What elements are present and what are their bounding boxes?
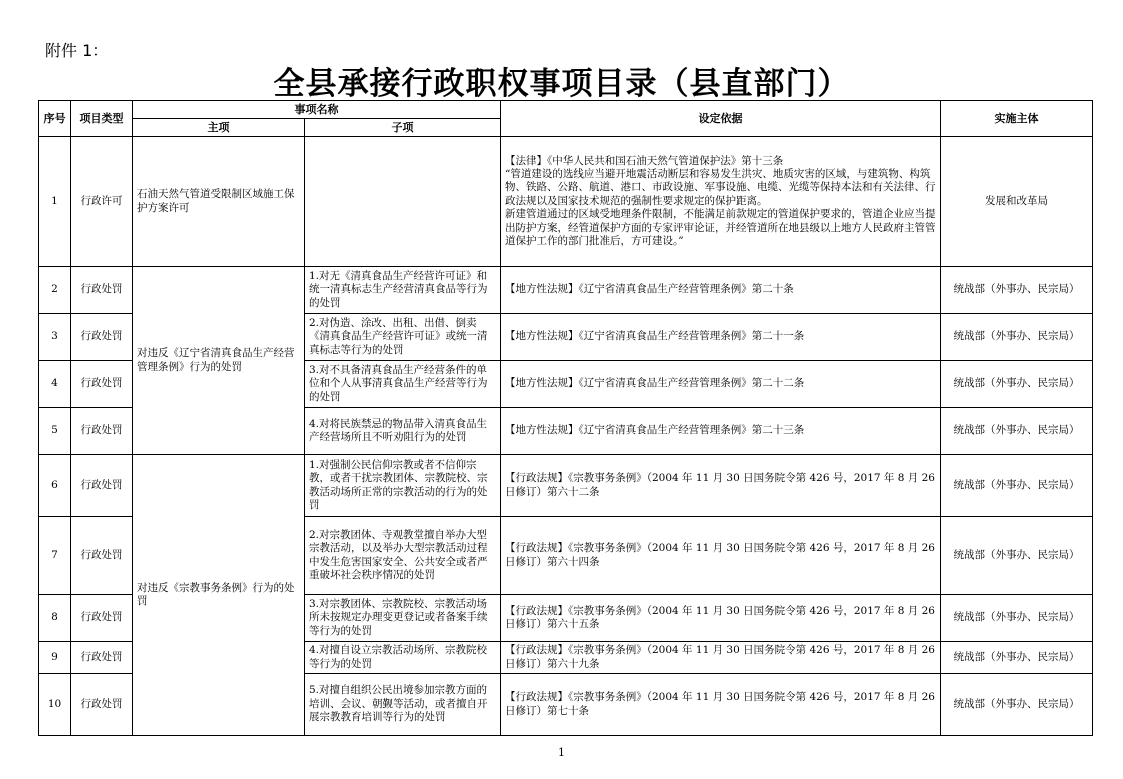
row-seq: 3 [39,314,71,361]
row-basis: 【行政法规】《宗教事务条例》（2004 年 11 月 30 日国务院令第 426 号，2017 年 8 月 26 日修订）第六十四条 [501,517,941,595]
table-row [39,267,1093,314]
row-basis: 【行政法规】《宗教事务条例》（2004 年 11 月 30 日国务院令第 426 号，2017 年 8 月 26 日修订）第六十五条 [501,595,941,642]
row-type: 行政处罚 [71,517,133,595]
row-subject: 统战部（外事办、民宗局） [941,314,1093,361]
row-sub: 3.对宗教团体、宗教院校、宗教活动场所未按规定办理变更登记或者备案手续等行为的处罚 [305,595,501,642]
row-subject: 统战部（外事办、民宗局） [941,267,1093,314]
row-sub: 3.对不具备清真食品生产经营条件的单位和个人从事清真食品生产经营等行为的处罚 [305,361,501,408]
row-type: 行政处罚 [71,408,133,455]
row-basis: 【行政法规】《宗教事务条例》（2004 年 11 月 30 日国务院令第 426 号，2017 年 8 月 26 日修订）第六十二条 [501,455,941,517]
row-seq: 2 [39,267,71,314]
row-sub [305,137,501,267]
group-main-qingzhen: 对违反《辽宁省清真食品生产经营管理条例》行为的处罚 [133,267,305,455]
row-type: 行政处罚 [71,642,133,674]
row-basis: 【地方性法规】《辽宁省清真食品生产经营管理条例》第二十二条 [501,361,941,408]
header-sub: 子项 [305,119,501,137]
basis-line: 新建管道通过的区域受地理条件限制，不能满足前款规定的管道保护要求的，管道企业应当提出防护方案，经管道保护方面的专家评审论证，并经管道所在地县级以上地方人民政府主管管道保护工作的部门批准后，方可建设。” [505,208,936,248]
row-sub: 2.对宗教团体、寺观教堂擅自举办大型宗教活动，以及举办大型宗教活动过程中发生危害国家安全、公共安全或者严重破坏社会秩序情况的处罚 [305,517,501,595]
basis-line: “管道建设的选线应当避开地震活动断层和容易发生洪灾、地质灾害的区域，与建筑物、构筑物、铁路、公路、航道、港口、市政设施、军事设施、电缆、光缆等保持本法和有关法律、行政法规以及国家技术规范的强制性要求规定的保护距离。 [505,167,936,207]
row-seq: 6 [39,455,71,517]
row-basis [501,137,941,267]
row-type: 行政处罚 [71,674,133,736]
header-type: 项目类型 [71,101,133,137]
row-seq: 4 [39,361,71,408]
row-subject: 统战部（外事办、民宗局） [941,642,1093,674]
row-sub: 4.对将民族禁忌的物品带入清真食品生产经营场所且不听劝阻行为的处罚 [305,408,501,455]
row-basis: 【地方性法规】《辽宁省清真食品生产经营管理条例》第二十条 [501,267,941,314]
group-main-religion: 对违反《宗教事务条例》行为的处罚 [133,455,305,736]
header-subject: 实施主体 [941,101,1093,137]
row-sub: 2.对伪造、涂改、出租、出借、倒卖《清真食品生产经营许可证》或统一清真标志等行为的处罚 [305,314,501,361]
row-subject: 发展和改革局 [941,137,1093,267]
row-subject: 统战部（外事办、民宗局） [941,455,1093,517]
row-seq: 8 [39,595,71,642]
row-type: 行政处罚 [71,595,133,642]
row-type: 行政处罚 [71,361,133,408]
row-subject: 统战部（外事办、民宗局） [941,361,1093,408]
row-subject: 统战部（外事办、民宗局） [941,595,1093,642]
basis-line: 【法律】《中华人民共和国石油天然气管道保护法》第十三条 [505,154,784,167]
directory-table [38,100,1093,736]
row-basis: 【行政法规】《宗教事务条例》（2004 年 11 月 30 日国务院令第 426 号，2017 年 8 月 26 日修订）第六十九条 [501,642,941,674]
row-main: 石油天然气管道受限制区域施工保护方案许可 [133,137,305,267]
document-title: 全县承接行政职权事项目录（县直部门） [273,66,850,102]
row-type: 行政许可 [71,137,133,267]
row-sub: 1.对强制公民信仰宗教或者不信仰宗教，或者干扰宗教团体、宗教院校、宗教活动场所正常的宗教活动的行为的处罚 [305,455,501,517]
table-row [39,137,1093,267]
header-seq: 序号 [39,101,71,137]
row-subject: 统战部（外事办、民宗局） [941,517,1093,595]
row-sub: 4.对擅自设立宗教活动场所、宗教院校等行为的处罚 [305,642,501,674]
row-sub: 5.对擅自组织公民出境参加宗教方面的培训、会议、朝觐等活动，或者擅自开展宗教教育培训等行为的处罚 [305,674,501,736]
header-name: 事项名称 [133,101,501,119]
row-seq: 7 [39,517,71,595]
row-subject: 统战部（外事办、民宗局） [941,674,1093,736]
header-basis: 设定依据 [501,101,941,137]
row-type: 行政处罚 [71,267,133,314]
table-row [39,455,1093,517]
row-seq: 5 [39,408,71,455]
row-basis: 【行政法规】《宗教事务条例》（2004 年 11 月 30 日国务院令第 426 号，2017 年 8 月 26 日修订）第七十条 [501,674,941,736]
row-basis: 【地方性法规】《辽宁省清真食品生产经营管理条例》第二十一条 [501,314,941,361]
page-number: 1 [558,746,565,759]
row-basis: 【地方性法规】《辽宁省清真食品生产经营管理条例》第二十三条 [501,408,941,455]
row-subject: 统战部（外事办、民宗局） [941,408,1093,455]
row-sub: 1.对无《清真食品生产经营许可证》和统一清真标志生产经营清真食品等行为的处罚 [305,267,501,314]
header-main: 主项 [133,119,305,137]
row-type: 行政处罚 [71,314,133,361]
row-type: 行政处罚 [71,455,133,517]
row-seq: 9 [39,642,71,674]
attachment-label: 附件 1： [45,41,109,60]
row-seq: 1 [39,137,71,267]
row-seq: 10 [39,674,71,736]
